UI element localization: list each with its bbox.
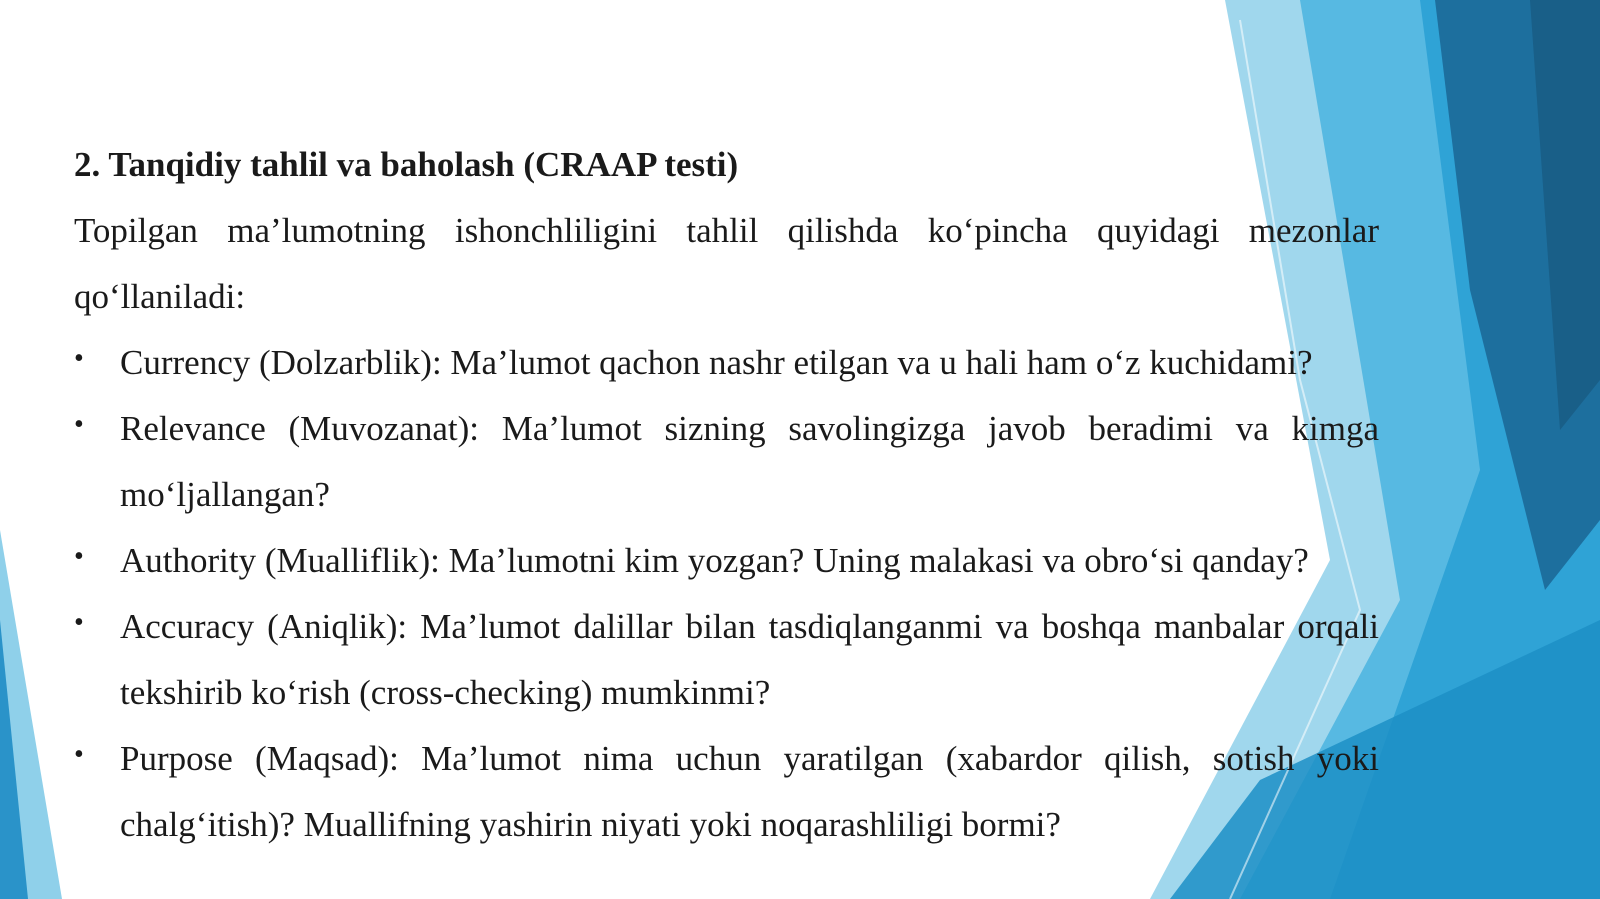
bullet-icon: •	[74, 541, 84, 572]
list-item-relevance	[74, 396, 1379, 528]
craap-criteria-list	[74, 330, 1379, 858]
list-item-text: Currency (Dolzarblik): Ma’lumot qachon nashr etilgan va u hali ham o‘z kuchidami?	[120, 343, 1313, 382]
intro-paragraph: Topilgan ma’lumotning ishonchliligini tahlil qilishda ko‘pincha quyidagi mezonlar qo‘llaniladi:	[74, 211, 1379, 316]
bullet-icon: •	[74, 409, 84, 440]
slide-title: 2. Tanqidiy tahlil va baholash (CRAAP testi)	[74, 145, 739, 184]
list-item-currency	[74, 330, 1379, 396]
bullet-icon: •	[74, 607, 84, 638]
bullet-icon: •	[74, 739, 84, 770]
bullet-icon: •	[74, 343, 84, 374]
list-item-text: Authority (Mualliflik): Ma’lumotni kim yozgan? Uning malakasi va obro‘si qanday?	[120, 541, 1309, 580]
list-item-text: Relevance (Muvozanat): Ma’lumot sizning savolingizga javob beradimi va kimga mo‘ljallangan?	[120, 409, 1379, 514]
list-item-authority	[74, 528, 1379, 594]
list-item-text: Accuracy (Aniqlik): Ma’lumot dalillar bilan tasdiqlanganmi va boshqa manbalar orqali tekshirib ko‘rish (cross-checking) mumkinmi?	[120, 607, 1379, 712]
list-item-accuracy	[74, 594, 1379, 726]
list-item-text: Purpose (Maqsad): Ma’lumot nima uchun yaratilgan (xabardor qilish, sotish yoki chalg‘itish)? Muallifning yashirin niyati yoki noqarashliligi bormi?	[120, 739, 1379, 844]
list-item-purpose	[74, 726, 1379, 858]
slide-content	[74, 132, 1379, 858]
